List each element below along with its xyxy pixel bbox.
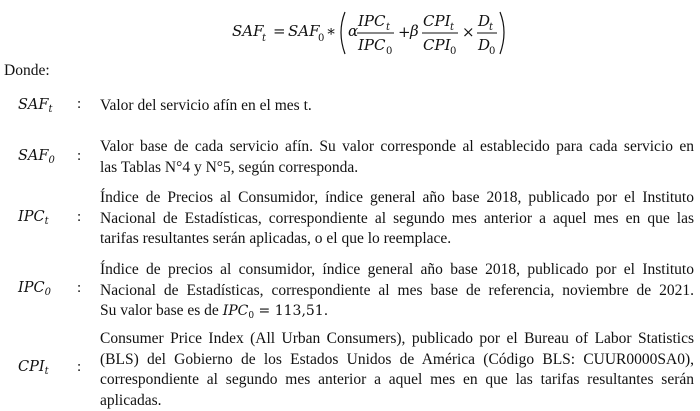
definition-colon: :: [77, 209, 82, 225]
d-num: D: [478, 12, 491, 30]
definition-colon: :: [77, 359, 82, 375]
definition-symbol: $SAF_t$: [18, 97, 53, 115]
formula: [0, 4, 700, 60]
formula-base: SAF: [288, 22, 320, 40]
formula-plus: +: [398, 23, 411, 41]
definition-text: Valor del servicio afín en el mes t.: [100, 97, 312, 114]
definition-text: Consumer Price Index (All Urban Consumers), publicado por el Bureau of Labor Statistics (BLS) del Gobierno de los Estados Unidos de América (Código BLS: CUUR0000SA0), correspondiente al segundo mes anterior a aquel mes en que las tarifas resultantes serán aplicadas.: [100, 330, 694, 409]
right-paren: [500, 12, 504, 54]
formula-equals: =: [273, 22, 286, 40]
definition-colon: :: [77, 96, 82, 112]
formula-cross: ×: [462, 23, 475, 41]
cpi-num-sub: t: [450, 22, 455, 33]
formula-times: ∗: [326, 22, 337, 40]
cpi-num: CPI: [423, 12, 451, 30]
d-num-sub: t: [489, 22, 494, 33]
ipc-num: IPC: [358, 12, 386, 30]
definition-symbol: $IPC_0$: [18, 280, 51, 298]
definition-colon: :: [77, 148, 82, 164]
definition-text: Valor base de cada servicio afín. Su valor corresponde al establecido para cada servicio en las Tablas N°4 y N°5, según corresponda.: [100, 138, 694, 176]
formula-alpha: α: [348, 22, 359, 40]
definition-colon: :: [77, 280, 82, 296]
ipc-num-sub: t: [386, 22, 391, 33]
formula-base-sub: 0: [318, 33, 325, 44]
cpi-den-sub: 0: [450, 46, 457, 57]
formula-lhs-sub: t: [262, 33, 267, 44]
d-den: D: [478, 36, 491, 54]
formula-lhs: SAF: [232, 22, 264, 40]
definition-text: Índice de Precios al Consumidor, índice general año base 2018, publicado por el Instituto Nacional de Estadísticas, correspondiente al segundo mes anterior a aquel mes en que las tarifas resultantes serán aplicadas, o el que lo reemplace.: [100, 189, 694, 247]
definition-text: Índice de precios al consumidor, índice general año base 2018, publicado por el Instituto Nacional de Estadísticas, correspondiente al mes base de referencia, noviembre de 2021. Su valor base es de $IPC_0 = 113,51$.: [100, 261, 694, 321]
formula-beta: β: [410, 22, 419, 40]
donde-label: Donde:: [4, 62, 50, 79]
definition-symbol: $SAF_0$: [18, 148, 55, 166]
cpi-den: CPI: [423, 36, 451, 54]
d-den-sub: 0: [489, 46, 496, 57]
ipc-den: IPC: [358, 36, 386, 54]
left-paren: [341, 12, 345, 54]
definition-symbol: $CPI_t$: [18, 359, 49, 377]
ipc-den-sub: 0: [386, 46, 393, 57]
definition-symbol: $IPC_t$: [18, 209, 49, 227]
formula-svg: [0, 4, 700, 60]
